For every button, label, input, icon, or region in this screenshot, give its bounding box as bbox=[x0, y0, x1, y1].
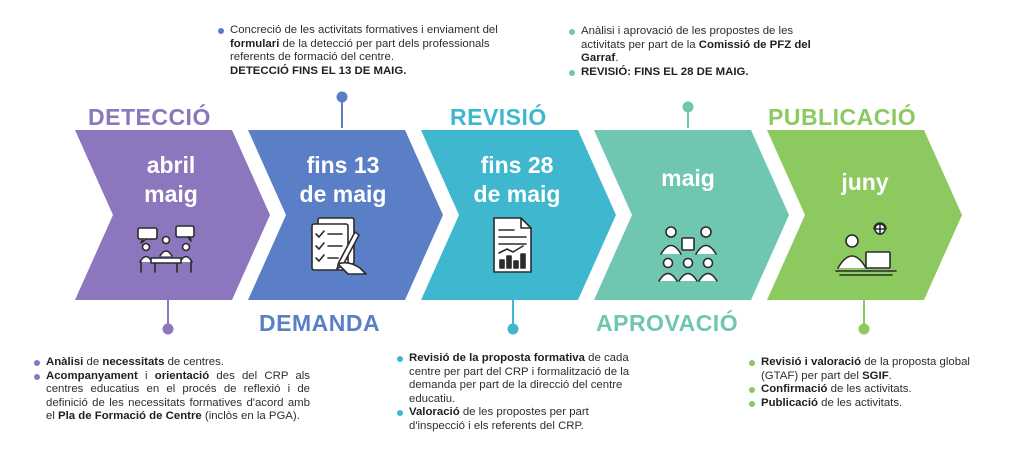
bullet-dot bbox=[34, 360, 40, 366]
note-text: de la detecció per part dels professionals referents de formació del centre. bbox=[230, 37, 490, 64]
bullet-dot bbox=[749, 387, 755, 393]
stage-date-line2: de maig bbox=[299, 181, 387, 207]
stage-date-line1: juny bbox=[841, 169, 889, 195]
connector-demanda bbox=[337, 92, 348, 129]
note-item bbox=[747, 383, 1001, 397]
connector-deteccio bbox=[163, 300, 174, 335]
connector-aprovacio bbox=[683, 102, 694, 129]
note-bold: Pla de Formació de Centre bbox=[58, 410, 202, 423]
notes-demanda bbox=[216, 24, 500, 78]
stage-date-line1: abril bbox=[146, 152, 196, 178]
note-bold: REVISIÓ: FINS EL 28 DE MAIG. bbox=[581, 65, 749, 78]
stage-date-line1: maig bbox=[661, 165, 715, 191]
stage-date-line2: maig bbox=[144, 181, 198, 207]
note-item bbox=[216, 24, 500, 65]
connector-revisio bbox=[508, 300, 519, 335]
stage-date-demanda bbox=[286, 151, 400, 209]
note-item bbox=[395, 352, 631, 406]
stage-date-deteccio bbox=[116, 151, 226, 209]
note-bold: Confirmació bbox=[761, 383, 828, 396]
notes-publicacio bbox=[747, 356, 1001, 410]
note-text: de les activitats. bbox=[817, 396, 903, 409]
note-item bbox=[747, 397, 1001, 411]
note-text: de les propostes per part d'inspecció i els referents del CRP. bbox=[409, 406, 589, 432]
note-text: Concreció de les activitats formatives i enviament del bbox=[230, 24, 498, 36]
bullet-dot bbox=[397, 356, 403, 362]
note-text: des del CRP als centres educatius en el procés de reflexió i de definició de les necessitats formatives d'acord amb el bbox=[46, 369, 310, 423]
stage-title-aprovacio: APROVACIÓ bbox=[596, 310, 739, 336]
stage-title-deteccio: DETECCIÓ bbox=[88, 104, 211, 130]
stage-date-line1: fins 13 bbox=[306, 152, 380, 178]
note-item bbox=[747, 356, 1001, 383]
note-item bbox=[395, 406, 631, 433]
stage-title-publicacio: PUBLICACIÓ bbox=[768, 104, 917, 130]
bullet-dot bbox=[569, 29, 575, 35]
deadline-text: DETECCIÓ FINS EL 13 DE MAIG. bbox=[230, 64, 407, 77]
stage-date-aprovacio bbox=[633, 164, 743, 193]
note-text: de la proposta global (GTAF) per part del bbox=[761, 356, 970, 382]
stage-date-publicacio bbox=[810, 168, 920, 197]
stage-title-revisio: REVISIÓ bbox=[450, 104, 547, 130]
note-item bbox=[567, 25, 817, 66]
note-text: . bbox=[888, 369, 892, 382]
note-bold: Revisió i valoració bbox=[761, 356, 862, 368]
stage-date-line1: fins 28 bbox=[480, 152, 554, 178]
note-bold: Comissió de PFZ del Garraf bbox=[581, 38, 811, 65]
connector-publicacio bbox=[859, 300, 870, 335]
note-text: Anàlisi i aprovació de les propostes de les activitats per part de la bbox=[581, 25, 794, 51]
bullet-dot bbox=[218, 28, 224, 34]
stage-date-line2: de maig bbox=[473, 181, 561, 207]
notes-revisio bbox=[395, 352, 631, 434]
notes-deteccio bbox=[32, 356, 310, 424]
note-deadline bbox=[216, 65, 500, 79]
bullet-dot bbox=[749, 360, 755, 366]
note-bold: Publicació bbox=[761, 396, 818, 409]
note-bold: necessitats bbox=[102, 356, 165, 368]
note-text: i bbox=[137, 369, 155, 382]
note-bold: orientació bbox=[154, 369, 210, 382]
notes-aprovacio bbox=[567, 25, 817, 79]
note-text: . bbox=[615, 52, 619, 65]
note-text: de les activitats. bbox=[827, 383, 912, 396]
stage-date-revisio bbox=[460, 151, 574, 209]
bullet-dot bbox=[569, 70, 575, 76]
stage-title-demanda: DEMANDA bbox=[259, 310, 381, 336]
note-bold: Anàlisi bbox=[46, 356, 84, 368]
bullet-dot bbox=[749, 401, 755, 407]
bullet-dot bbox=[34, 374, 40, 380]
note-bold: formulari bbox=[230, 37, 280, 50]
note-text: de centres. bbox=[164, 356, 224, 368]
note-item bbox=[567, 66, 817, 80]
bullet-dot bbox=[397, 410, 403, 416]
note-text: de bbox=[83, 356, 103, 368]
note-bold: Acompanyament bbox=[46, 369, 138, 382]
note-bold: Valoració bbox=[409, 406, 460, 419]
note-bold: SGIF bbox=[862, 369, 889, 382]
note-item bbox=[32, 356, 310, 370]
report-document-icon bbox=[494, 218, 531, 272]
note-bold: Revisió de la proposta formativa bbox=[409, 352, 585, 364]
note-text: (inclòs en la PGA). bbox=[201, 410, 300, 423]
note-item bbox=[32, 370, 310, 424]
note-text: de cada centre per part del CRP i formalització de la demanda per part de la direcció del centre educatiu. bbox=[409, 352, 630, 405]
